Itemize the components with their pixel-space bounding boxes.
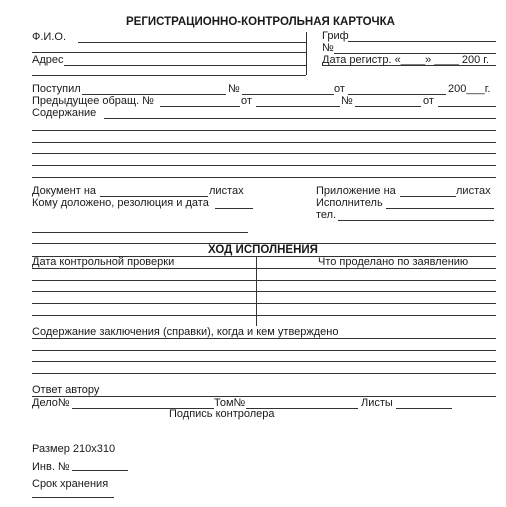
progress-line-4[interactable] bbox=[32, 303, 496, 304]
prev-from-label-2: от bbox=[423, 95, 434, 107]
volume-label: Том№ bbox=[214, 397, 246, 409]
document-pages-suffix: листах bbox=[209, 185, 244, 197]
received-number-line[interactable] bbox=[242, 94, 334, 95]
content-line-4[interactable] bbox=[32, 153, 496, 154]
resolution-line-2[interactable] bbox=[32, 232, 248, 233]
reg-date-line[interactable] bbox=[322, 65, 496, 66]
attachment-pages-line[interactable] bbox=[400, 196, 456, 197]
content-line-3[interactable] bbox=[32, 142, 496, 143]
reply-line[interactable] bbox=[32, 396, 496, 397]
received-year: 200___г. bbox=[448, 83, 491, 95]
controller-signature-label: Подпись контролера bbox=[169, 408, 275, 420]
executor-line[interactable] bbox=[386, 208, 494, 209]
executor-label: Исполнитель bbox=[316, 197, 383, 209]
inventory-line[interactable] bbox=[72, 470, 128, 471]
content-label: Содержание bbox=[32, 107, 97, 119]
retention-label: Срок хранения bbox=[32, 478, 109, 490]
phone-line[interactable] bbox=[338, 220, 494, 221]
conclusion-line-3[interactable] bbox=[32, 361, 496, 362]
retention-line[interactable] bbox=[32, 497, 114, 498]
fio-line-2[interactable] bbox=[32, 52, 306, 53]
progress-line-5[interactable] bbox=[32, 315, 496, 316]
received-label: Поступил bbox=[32, 83, 81, 95]
conclusion-line-1[interactable] bbox=[32, 338, 496, 339]
reply-label: Ответ автору bbox=[32, 384, 100, 396]
card-title: РЕГИСТРАЦИОННО-КОНТРОЛЬНАЯ КАРТОЧКА bbox=[126, 16, 395, 28]
case-label: Дело№ bbox=[32, 397, 70, 409]
resolution-label: Кому доложено, резолюция и дата bbox=[32, 197, 209, 209]
progress-line-3[interactable] bbox=[32, 291, 496, 292]
attachment-pages-suffix: листах bbox=[456, 185, 491, 197]
content-line-5[interactable] bbox=[32, 165, 496, 166]
document-pages-label: Документ на bbox=[32, 185, 97, 197]
address-label: Адрес bbox=[32, 54, 64, 66]
prev-request-label: Предыдущее обращ. № bbox=[32, 95, 154, 107]
done-header: Что проделано по заявлению bbox=[318, 256, 469, 268]
prev-number-label: № bbox=[341, 95, 353, 107]
grif-label: Гриф bbox=[322, 30, 349, 42]
prev-number-line[interactable] bbox=[355, 106, 421, 107]
reg-date-label: Дата регистр. «____» ____ 200 г. bbox=[322, 54, 489, 66]
fio-line[interactable] bbox=[78, 42, 306, 43]
header-divider bbox=[306, 32, 307, 75]
prev-from-label: от bbox=[241, 95, 252, 107]
inventory-label: Инв. № bbox=[32, 461, 70, 473]
progress-heading: ХОД ИСПОЛНЕНИЯ bbox=[208, 244, 318, 256]
content-line-6[interactable] bbox=[32, 177, 496, 178]
address-line[interactable] bbox=[64, 65, 306, 66]
number-label: № bbox=[322, 42, 334, 54]
received-from-label: от bbox=[334, 83, 345, 95]
fio-label: Ф.И.О. bbox=[32, 31, 66, 43]
conclusion-line-4[interactable] bbox=[32, 373, 496, 374]
phone-label: тел. bbox=[316, 209, 337, 221]
sheets-line[interactable] bbox=[396, 408, 452, 409]
check-date-header: Дата контрольной проверки bbox=[32, 256, 175, 268]
received-number-label: № bbox=[228, 83, 240, 95]
sheets-label: Листы bbox=[361, 397, 393, 409]
address-line-2[interactable] bbox=[32, 75, 306, 76]
prev-request-line[interactable] bbox=[160, 106, 240, 107]
size-label: Размер 210х310 bbox=[32, 443, 116, 455]
attachment-pages-label: Приложение на bbox=[316, 185, 396, 197]
conclusion-label: Содержание заключения (справки), когда и кем утверждено bbox=[32, 326, 339, 338]
resolution-line[interactable] bbox=[215, 208, 253, 209]
content-line-2[interactable] bbox=[32, 130, 496, 131]
conclusion-line-2[interactable] bbox=[32, 350, 496, 351]
prev-date-line-2[interactable] bbox=[438, 106, 496, 107]
grif-line[interactable] bbox=[348, 41, 496, 42]
content-line-1[interactable] bbox=[104, 118, 496, 119]
progress-line-2[interactable] bbox=[32, 280, 496, 281]
progress-line-1[interactable] bbox=[32, 268, 496, 269]
prev-date-line[interactable] bbox=[256, 106, 340, 107]
